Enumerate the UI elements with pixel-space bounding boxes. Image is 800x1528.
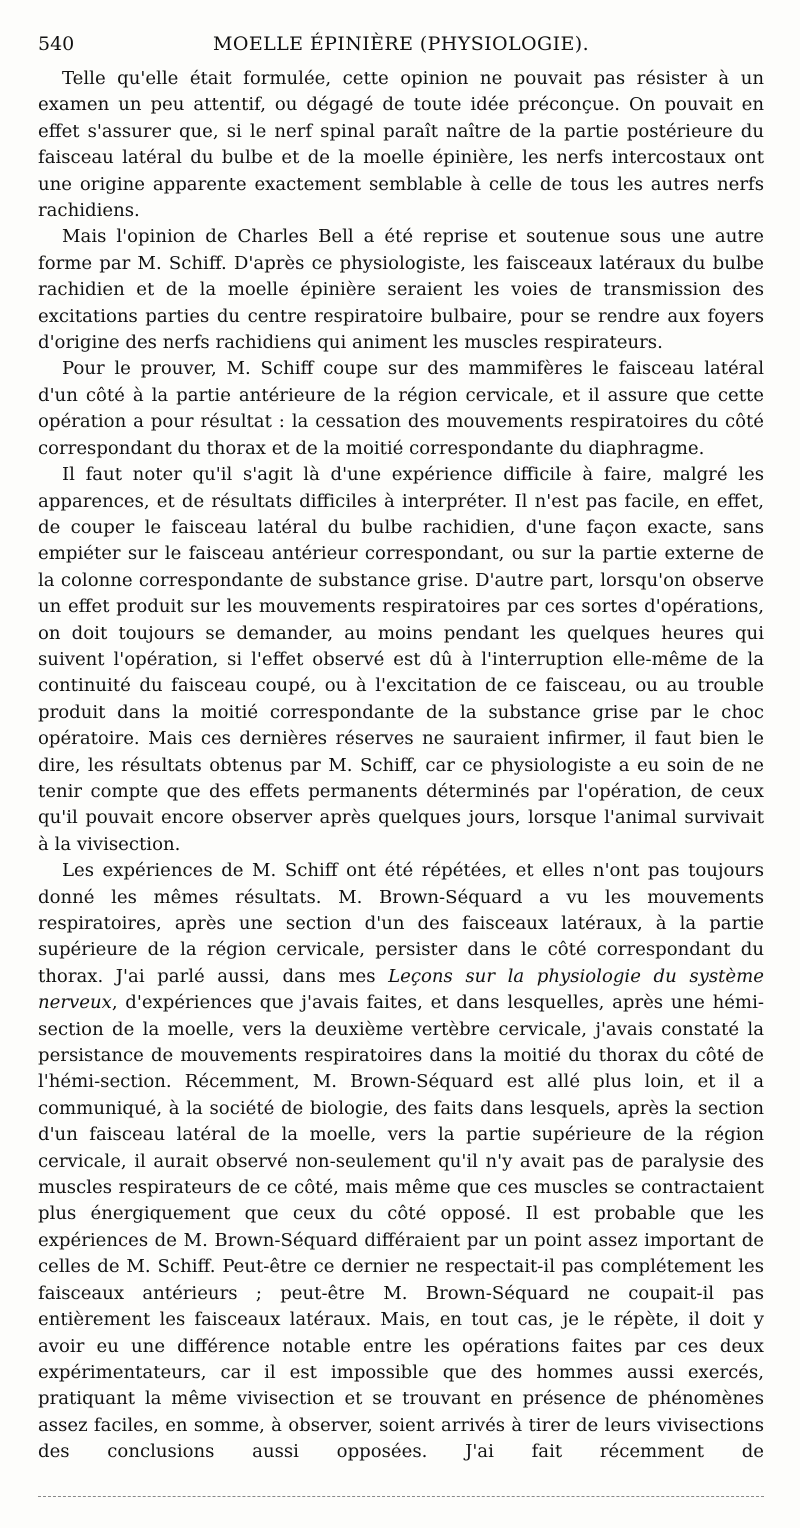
paragraph-1: Telle qu'elle était formulée, cette opinion ne pouvait pas résister à un examen un peu attentif, ou dégagé de toute idée préconçue. On pouvait en effet s'assurer que, si le nerf spinal paraît naître de la partie postérieure du faisceau latéral du bulbe et de la moelle épinière, les nerfs intercostaux ont une origine apparente exactement semblable à celle de tous les autres nerfs rachidiens. [38,68,764,222]
paragraph-3: Pour le prouver, M. Schiff coupe sur des mammifères le faisceau latéral d'un côté à la partie antérieure de la région cervicale, et il assure que cette opération a pour résultat : la cessation des mouvements respiratoires du côté correspondant du thorax et de la moitié correspondante du diaphragme. [38,358,764,459]
page-number: 540 [38,33,75,55]
paragraph-5-text-before-italic: Les expériences de M. Schiff ont été répétées, et elles n'ont pas toujours donné les mêmes résultats. M. Brown-Séquard a vu les mouvements respiratoires, après une section d'un des faisceaux latéraux, à la partie supérieure de la région cervicale, persister dans le côté correspondant du thorax. J'ai parlé aussi, dans mes [38,860,764,987]
paragraph-4: Il faut noter qu'il s'agit là d'une expérience difficile à faire, malgré les apparences, et de résultats difficiles à interpréter. Il n'est pas facile, en effet, de couper le faisceau latéral du bulbe rachidien, d'une façon exacte, sans empiéter sur le faisceau antérieur correspondant, ou sur la partie externe de la colonne correspondante de substance grise. D'autre part, lorsqu'on observe un effet produit sur les mouvements respiratoires par ces sortes d'opérations, on doit toujours se demander, au moins pendant les quelques heures qui suivent l'opération, si l'effet observé est dû à l'interruption elle-même de la continuité du faisceau coupé, ou à l'excitation de ce faisceau, ou au trouble produit dans la moitié correspondante de la substance grise par le choc opératoire. Mais ces dernières réserves ne sauraient infirmer, il faut bien le dire, les résultats obtenus par M. Schiff, car ce physiologiste a eu soin de ne tenir compte que des effets permanents déterminés par l'opération, de ceux qu'il pouvait encore observer après quelques jours, lorsque l'animal survivait à la vivisection. [38,464,764,855]
paragraph-2: Mais l'opinion de Charles Bell a été reprise et soutenue sous une autre forme par M. Schiff. D'après ce physiologiste, les faisceaux latéraux du bulbe rachidien et de la moelle épinière seraient les voies de transmission des excitations parties du centre respiratoire bulbaire, pour se rendre aux foyers d'origine des nerfs rachidiens qui animent les muscles respirateurs. [38,226,764,354]
body-text [38,66,764,1466]
paragraph-5-text-after-italic: , d'expériences que j'avais faites, et dans lesquelles, après une hémi-section de la moelle, vers la deuxième vertèbre cervicale, j'avais constaté la persistance de mouvements respiratoires dans la moitié du thorax du côté de l'hémi-section. Récemment, M. Brown-Séquard est allé plus loin, et il a communiqué, à la société de biologie, des faits dans lesquels, après la section d'un faisceau latéral de la moelle, vers la partie supérieure de la région cervicale, il aurait observé non-seulement qu'il n'y avait pas de paralysie des muscles respirateurs de ce côté, mais même que ces muscles se contractaient plus énergiquement que ceux du côté opposé. Il est probable que les expériences de M. Brown-Séquard différaient par un point assez important de celles de M. Schiff. Peut-être ce dernier ne respectait-il pas complétement les faisceaux antérieurs ; peut-être M. Brown-Séquard ne coupait-il pas entièrement les faisceaux latéraux. Mais, en tout cas, je le répète, il doit y avoir eu une différence notable entre les opérations faites par ces deux expérimentateurs, car il est impossible que des hommes aussi exercés, pratiquant la même vivisection et se trouvant en présence de phénomènes assez faciles, en somme, à observer, soient arrivés à tirer de leurs vivisections des conclusions aussi opposées. J'ai fait récemment de [38,992,764,1463]
paragraph-5 [38,858,764,1465]
footer-dashed-rule [38,1496,764,1497]
running-title: MOELLE ÉPINIÈRE (PHYSIOLOGIE). [212,33,590,55]
book-title-italic: Leçons sur la physiologie du système nerveux [38,965,764,1014]
page-header [38,30,764,58]
